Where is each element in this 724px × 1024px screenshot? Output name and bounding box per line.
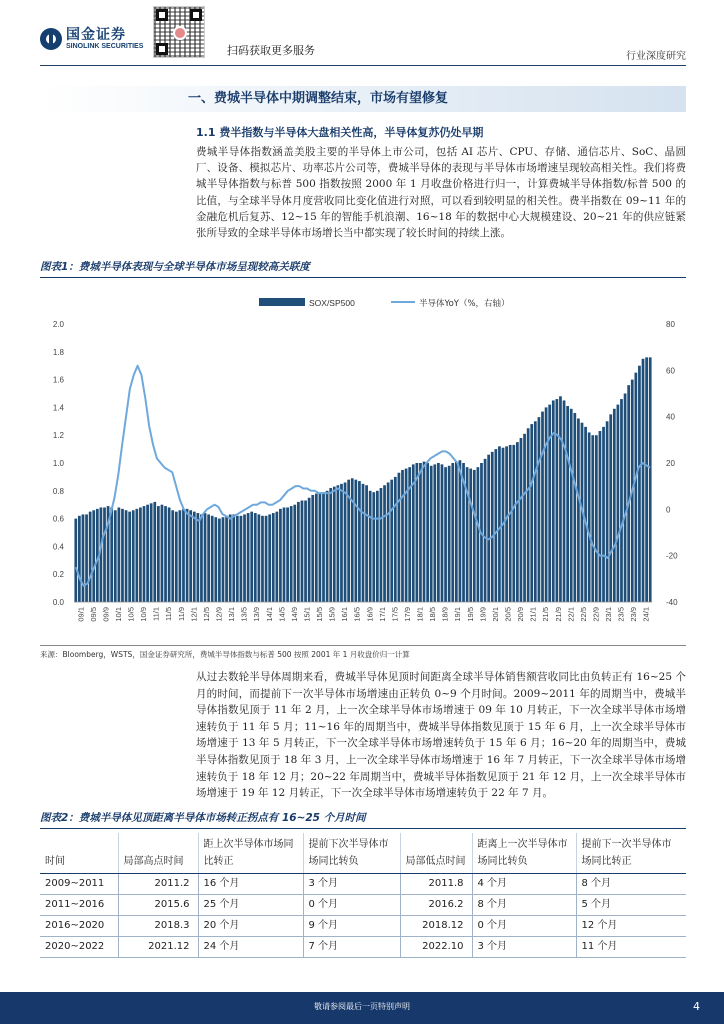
- sox-ratio-bar: [588, 432, 591, 602]
- page-number: 4: [693, 1000, 700, 1013]
- sox-ratio-bar: [487, 455, 490, 602]
- sox-ratio-bar: [642, 359, 645, 602]
- section-title: 一、费城半导体中期调整结束，市场有望修复: [188, 91, 449, 106]
- sox-ratio-bar: [624, 394, 627, 603]
- x-axis-tick-label: 14/9: [289, 607, 299, 622]
- legend-label-line: 半导体YoY（%，右轴）: [419, 299, 510, 309]
- x-axis-tick-label: 22/1: [566, 607, 576, 622]
- sox-ratio-bar: [182, 509, 185, 602]
- sox-ratio-bar: [279, 509, 282, 602]
- sox-ratio-bar: [179, 510, 182, 602]
- table-cell: 12 个月: [576, 916, 686, 937]
- sox-ratio-bar: [236, 516, 239, 602]
- sox-ratio-bar: [541, 412, 544, 602]
- body-paragraph-1: 费城半导体指数涵盖美股主要的半导体上市公司，包括 AI 芯片、CPU、存储、通信芯片、SoC、晶圆厂、设备、模拟芯片、功率芯片公司等，费城半导体的表现与半导体市场增速呈现较高相关性。我们将费城半导体指数与标普 500 指数按照 2000 年 1 月收盘价格进行归一，计算费城半导体指数/标普 500 的比值，与全球半导体月度营收同比变化值进行对照，可以看到较明显的相关性。费半指数在 09~11 年的金融危机后复苏、12~15 年的智能手机浪潮、16~18 年的数据中心大规模建设、20~21 年的供应链紧张所导致的全球半导体市场增长当中都实现了较长时间的持续上涨。: [196, 146, 686, 240]
- sox-ratio-bar: [459, 460, 462, 602]
- table-cell: 2022.10: [400, 937, 472, 958]
- x-axis-tick-label: 21/1: [528, 607, 538, 622]
- x-axis-tick-label: 24/1: [641, 607, 651, 622]
- sox-ratio-bar: [595, 435, 598, 602]
- sox-ratio-bar: [602, 427, 605, 602]
- table-cell: 16 个月: [198, 874, 303, 895]
- sox-ratio-bar: [599, 431, 602, 602]
- x-axis-tick-label: 11/5: [164, 607, 174, 622]
- sox-ratio-bar: [556, 399, 559, 602]
- sox-ratio-bar: [232, 514, 235, 602]
- sox-ratio-bar: [272, 513, 275, 602]
- x-axis-tick-label: 12/5: [201, 607, 211, 622]
- sox-ratio-bar: [290, 506, 293, 602]
- sox-ratio-bar: [609, 414, 612, 602]
- sox-ratio-bar: [365, 485, 368, 602]
- sox-ratio-bar: [645, 357, 648, 602]
- sox-ratio-bar: [240, 516, 243, 602]
- left-axis-tick-label: 1.2: [52, 431, 64, 441]
- sox-ratio-bar: [132, 510, 135, 602]
- right-axis-tick-label: -20: [666, 551, 678, 561]
- sox-ratio-bar: [85, 514, 88, 602]
- sox-ratio-bar: [473, 470, 476, 602]
- x-axis-tick-label: 22/5: [578, 607, 588, 622]
- sox-ratio-bar: [103, 507, 106, 602]
- x-axis-tick-label: 14/5: [277, 607, 287, 622]
- qr-code-icon[interactable]: [153, 6, 205, 58]
- sox-ratio-bar: [322, 492, 325, 602]
- sox-ratio-bar: [398, 473, 401, 602]
- x-axis-tick-label: 09/9: [101, 607, 111, 622]
- sox-ratio-bar: [494, 449, 497, 602]
- table-cell: 5 个月: [576, 895, 686, 916]
- sox-ratio-bar: [153, 502, 156, 602]
- sox-ratio-bar: [214, 517, 217, 602]
- sox-ratio-bar: [477, 467, 480, 602]
- footer-disclaimer[interactable]: 敬请参阅最后一页特别声明: [314, 1002, 410, 1011]
- sox-ratio-bar: [430, 466, 433, 602]
- sox-ratio-bar: [545, 407, 548, 602]
- sox-ratio-bar: [584, 427, 587, 602]
- table-row: [40, 937, 686, 958]
- sox-ratio-bar: [250, 512, 253, 602]
- sox-ratio-bar: [110, 507, 113, 602]
- sox-ratio-bar: [505, 446, 508, 602]
- figure2-title: 图表2：费城半导体见顶距离半导体市场转正拐点有 16~25 个月时间: [40, 812, 686, 829]
- sox-ratio-bar: [627, 385, 630, 602]
- sox-ratio-bar: [315, 494, 318, 602]
- sox-ratio-bar: [121, 509, 124, 602]
- sox-ratio-bar: [344, 482, 347, 602]
- table-cell: 0 个月: [472, 916, 576, 937]
- sox-ratio-bar: [552, 400, 555, 602]
- x-axis-tick-label: 20/1: [490, 607, 500, 622]
- sox-ratio-bar: [304, 501, 307, 602]
- table-cell: 3 个月: [472, 937, 576, 958]
- x-axis-tick-label: 10/9: [139, 607, 149, 622]
- sox-ratio-bar: [362, 484, 365, 602]
- table-header-cell: 时间: [40, 833, 118, 874]
- table-header-row: [40, 833, 686, 874]
- sox-ratio-bar: [548, 405, 551, 602]
- sox-ratio-bar: [509, 445, 512, 602]
- x-axis-tick-label: 23/5: [616, 607, 626, 622]
- qr-center-logo-icon: [173, 26, 187, 40]
- sox-ratio-bar: [128, 512, 131, 602]
- sox-ratio-bar: [566, 406, 569, 602]
- x-axis-tick-label: 12/9: [214, 607, 224, 622]
- x-axis-tick-label: 21/5: [541, 607, 551, 622]
- sox-ratio-bar: [157, 506, 160, 602]
- sox-ratio-bar: [329, 488, 332, 602]
- sox-ratio-bar: [207, 514, 210, 602]
- x-axis-tick-label: 18/1: [415, 607, 425, 622]
- table-cell: 2020~2022: [40, 937, 118, 958]
- sox-ratio-bar: [218, 519, 221, 602]
- right-axis-tick-label: 20: [666, 459, 675, 468]
- sox-ratio-bar: [437, 463, 440, 602]
- sox-ratio-bar: [337, 485, 340, 602]
- sox-ratio-bar: [530, 424, 533, 602]
- sox-ratio-bar: [164, 506, 167, 602]
- sox-ratio-bar: [308, 498, 311, 602]
- table-header-cell: 局部高点时间: [118, 833, 198, 874]
- sox-ratio-bar: [254, 513, 257, 602]
- x-axis-tick-label: 09/1: [76, 607, 86, 622]
- table-row: [40, 874, 686, 895]
- sox-ratio-bar: [340, 484, 343, 602]
- sox-ratio-bar: [376, 491, 379, 602]
- brand-name-cn: 国金证券: [66, 27, 126, 43]
- sox-ratio-bar: [247, 513, 250, 602]
- table-cell: 2021.12: [118, 937, 198, 958]
- x-axis-tick-label: 17/1: [377, 607, 387, 622]
- sox-ratio-bar: [638, 366, 641, 602]
- figure1-title: 图表1：费城半导体表现与全球半导体市场呈现较高关联度: [40, 261, 686, 278]
- table-cell: 20 个月: [198, 916, 303, 937]
- sox-ratio-bar: [326, 491, 329, 602]
- report-type: 行业深度研究: [626, 51, 686, 62]
- x-axis-tick-label: 20/9: [516, 607, 526, 622]
- sox-ratio-bar: [297, 502, 300, 602]
- sox-ratio-bar: [175, 512, 178, 602]
- sox-ratio-bar: [613, 409, 616, 602]
- header-divider: [40, 65, 686, 66]
- table-cell: 2016~2020: [40, 916, 118, 937]
- table-cell: 8 个月: [472, 895, 576, 916]
- sox-ratio-bar: [196, 513, 199, 602]
- right-axis-tick-label: 80: [666, 320, 675, 329]
- x-axis-tick-label: 21/9: [553, 607, 563, 622]
- sox-ratio-bar: [193, 512, 196, 602]
- x-axis-tick-label: 11/9: [176, 607, 186, 622]
- sox-ratio-bar: [634, 373, 637, 602]
- sox-ratio-bar: [591, 435, 594, 602]
- x-axis-tick-label: 10/1: [114, 607, 123, 622]
- x-axis-tick-label: 15/5: [315, 607, 324, 622]
- left-axis-tick-label: 0.8: [52, 486, 64, 496]
- table-cell: 2011~2016: [40, 895, 118, 916]
- left-axis-tick-label: 0.4: [52, 542, 64, 552]
- x-axis-tick-label: 19/1: [453, 607, 463, 622]
- cycle-timing-table: [40, 833, 686, 958]
- table-header-cell: 提前下次半导体市场同比转负: [303, 833, 400, 874]
- sox-ratio-bar: [319, 494, 322, 602]
- sox-ratio-bar: [451, 463, 454, 602]
- sox-ratio-bar: [433, 464, 436, 602]
- sox-ratio-bar: [293, 505, 296, 602]
- x-axis-tick-label: 19/9: [478, 607, 488, 622]
- brand-logo: [40, 28, 144, 50]
- sox-ratio-bar: [114, 510, 117, 602]
- sox-ratio-bar: [498, 446, 501, 602]
- table-cell: 2015.6: [118, 895, 198, 916]
- sox-ratio-bar: [286, 507, 289, 602]
- sox-ratio-bar: [415, 463, 418, 602]
- figure1-chart: [40, 282, 686, 640]
- x-axis-tick-label: 23/9: [629, 607, 639, 622]
- sox-ratio-bar: [139, 507, 142, 602]
- x-axis-tick-label: 11/1: [151, 607, 161, 622]
- x-axis-tick-label: 13/1: [227, 607, 237, 622]
- sox-ratio-bar: [444, 467, 447, 602]
- sox-ratio-bar: [577, 419, 580, 602]
- table-cell: 11 个月: [576, 937, 686, 958]
- left-axis-tick-label: 1.0: [52, 459, 64, 468]
- table-cell: 3 个月: [303, 874, 400, 895]
- body-paragraph-2: 从过去数轮半导体周期来看，费城半导体见顶时间距离全球半导体销售额营收同比由负转正有 16~25 个月的时间，而提前下一次半导体市场增速由正转负 0~9 个月时间。2009~2011 年的周期当中，费城半导体指数见顶于 11 年 2 月，上一次全球半导体市场增速于 09 年 10 月转正，下一次全球半导体市场增速转负于 11 年 5 月；11~16 年的周期当中，费城半导体指数见顶于 15 年 6 月，上一次全球半导体市场增速于 13 年 5 月转正，下一次全球半导体市场增速转负于 15 年 6 月；16~20 年的周期当中，费城半导体指数见顶于 18 年 3 月，上一次全球半导体市场增速于 16 年 7 月转正，下一次全球半导体市场增速转负于 18 年 12 月；20~22 年周期当中，费城半导体指数见顶于 21 年 12 月，上一次全球半导体市场增速于 19 年 12 月转正，下一次全球半导体市场增速转负于 22 年 7 月。: [196, 671, 686, 800]
- sox-ratio-bar: [423, 462, 426, 602]
- x-axis-tick-label: 16/5: [352, 607, 362, 622]
- sox-ratio-bar: [491, 452, 494, 602]
- table-cell: 9 个月: [303, 916, 400, 937]
- sox-ratio-bar: [118, 507, 121, 602]
- sox-ratio-bar: [538, 417, 541, 602]
- table-cell: 24 个月: [198, 937, 303, 958]
- sox-ratio-bar: [380, 488, 383, 602]
- table-cell: 7 个月: [303, 937, 400, 958]
- x-axis-tick-label: 20/5: [503, 607, 513, 622]
- sox-ratio-bar: [204, 513, 207, 602]
- sox-ratio-bar: [150, 503, 153, 602]
- sox-ratio-bar: [268, 514, 271, 602]
- table-cell: 2011.2: [118, 874, 198, 895]
- sox-ratio-bar: [171, 510, 174, 602]
- sox-ratio-bar: [520, 438, 523, 602]
- sox-ratio-bar: [351, 478, 354, 602]
- sox-ratio-bar: [372, 492, 375, 602]
- sox-ratio-bar: [563, 400, 566, 602]
- x-axis-tick-label: 17/9: [403, 607, 412, 622]
- sox-ratio-bar: [394, 477, 397, 602]
- x-axis-tick-label: 22/9: [591, 607, 601, 622]
- sox-ratio-bar: [275, 512, 278, 602]
- sox-ratio-bar: [512, 445, 515, 602]
- sox-ratio-bar: [261, 516, 264, 602]
- left-axis-tick-label: 0.6: [52, 514, 64, 524]
- sox-ratio-bar: [311, 495, 314, 602]
- table-cell: 2009~2011: [40, 874, 118, 895]
- table-cell: 2011.8: [400, 874, 472, 895]
- subsection-title: 1.1 费半指数与半导体大盘相关性高，半导体复苏仍处早期: [196, 126, 484, 139]
- right-axis-tick-label: 60: [666, 366, 675, 376]
- x-axis-tick-label: 16/9: [365, 607, 375, 622]
- left-axis-tick-label: 0.0: [52, 598, 64, 607]
- sox-ratio-bar: [225, 516, 228, 602]
- brand-name-en: SINOLINK SECURITIES: [66, 43, 144, 50]
- table-cell: 0 个月: [303, 895, 400, 916]
- sox-ratio-bar: [161, 505, 164, 602]
- sox-ratio-bar: [516, 442, 519, 602]
- sox-ratio-bar: [78, 516, 81, 602]
- x-axis-tick-label: 23/1: [604, 607, 613, 622]
- sox-ratio-bar: [283, 507, 286, 602]
- left-axis-tick-label: 0.2: [52, 570, 64, 580]
- table-header-cell: 提前下一次半导体市场同比转正: [576, 833, 686, 874]
- sox-ratio-bar: [573, 413, 576, 602]
- sox-ratio-bar: [419, 463, 422, 602]
- sox-ratio-bar: [243, 514, 246, 602]
- left-axis-tick-label: 1.4: [52, 403, 64, 413]
- sox-ratio-bar: [89, 512, 92, 602]
- sox-ratio-bar: [211, 516, 214, 602]
- sox-ratio-bar: [369, 491, 372, 602]
- left-axis-tick-label: 2.0: [52, 320, 64, 329]
- sox-ratio-bar: [301, 501, 304, 602]
- x-axis-tick-label: 10/5: [126, 607, 136, 622]
- table-cell: 8 个月: [576, 874, 686, 895]
- sox-ratio-bar: [570, 409, 573, 602]
- table-header-cell: 局部低点时间: [400, 833, 472, 874]
- x-axis-tick-label: 19/5: [465, 607, 475, 622]
- sox-ratio-bar: [527, 428, 530, 602]
- sox-ratio-bar: [387, 482, 390, 602]
- x-axis-tick-label: 15/1: [302, 607, 312, 622]
- sox-ratio-bar: [469, 469, 472, 602]
- x-axis-tick-label: 09/5: [88, 607, 98, 622]
- x-axis-tick-label: 17/5: [390, 607, 400, 622]
- x-axis-tick-label: 12/1: [189, 607, 199, 622]
- scan-prompt: 扫码获取更多服务: [227, 44, 315, 57]
- sox-ratio-bar: [484, 459, 487, 602]
- sox-ratio-bar: [143, 506, 146, 602]
- sox-ratio-bar: [448, 466, 451, 602]
- sox-ratio-bar: [189, 510, 192, 602]
- table-cell: 4 个月: [472, 874, 576, 895]
- sox-ratio-bar: [168, 507, 171, 602]
- right-axis-tick-label: 40: [666, 412, 675, 422]
- sox-ratio-bar: [333, 487, 336, 602]
- table-cell: 2018.3: [118, 916, 198, 937]
- sox-ratio-bar: [390, 480, 393, 602]
- left-axis-tick-label: 1.6: [52, 375, 64, 385]
- sox-ratio-bar: [405, 469, 408, 602]
- sox-ratio-bar: [620, 399, 623, 602]
- right-axis-tick-label: -40: [666, 598, 678, 607]
- left-axis-tick-label: 1.8: [52, 347, 64, 357]
- sox-ratio-bar: [455, 462, 458, 602]
- legend-swatch-bar: [259, 298, 305, 306]
- sox-ratio-bar: [358, 481, 361, 602]
- right-axis-tick-label: 0: [666, 505, 671, 515]
- x-axis-tick-label: 18/9: [440, 607, 450, 622]
- table-header-cell: 距离上一次半导体市场同比转负: [472, 833, 576, 874]
- x-axis-tick-label: 13/9: [252, 607, 262, 622]
- sox-ratio-bar: [559, 396, 562, 602]
- sox-ratio-bar: [383, 485, 386, 602]
- x-axis-tick-label: 13/5: [239, 607, 249, 622]
- sox-ratio-bar: [125, 510, 128, 602]
- qr-eye-icon: [156, 43, 168, 55]
- table-cell: 2016.2: [400, 895, 472, 916]
- legend-label-bar: SOX/SP500: [309, 298, 355, 308]
- qr-eye-icon: [156, 9, 168, 21]
- sox-ratio-bar: [135, 509, 138, 602]
- sox-ratio-bar: [606, 421, 609, 602]
- page-footer: [0, 992, 724, 1024]
- sox-ratio-bar: [523, 434, 526, 602]
- sox-ratio-vs-semi-yoy-chart: [40, 282, 686, 640]
- sox-ratio-bar: [146, 505, 149, 602]
- sox-ratio-bar: [74, 519, 77, 602]
- sox-ratio-bar: [92, 510, 95, 602]
- sox-ratio-bar: [441, 464, 444, 602]
- sox-ratio-bar: [186, 509, 189, 602]
- table-cell: 25 个月: [198, 895, 303, 916]
- x-axis-tick-label: 16/1: [340, 607, 350, 622]
- x-axis-tick-label: 18/5: [428, 607, 438, 622]
- qr-eye-icon: [190, 9, 202, 21]
- sox-ratio-bar: [82, 514, 85, 602]
- table-row: [40, 895, 686, 916]
- sox-ratio-bar: [649, 357, 652, 602]
- sox-ratio-bar: [200, 514, 203, 602]
- table-row: [40, 916, 686, 937]
- sox-ratio-bar: [265, 516, 268, 602]
- sox-ratio-bar: [534, 421, 537, 602]
- sox-ratio-bar: [354, 480, 357, 602]
- sox-ratio-bar: [426, 463, 429, 602]
- figure1-source: 来源：Bloomberg，WSTS，国金证券研究所，费城半导体指数与标普 500 按照 2001 年 1 月收盘价归一计算: [40, 645, 686, 660]
- sox-ratio-bar: [229, 514, 232, 602]
- table-header-cell: 距上次半导体市场同比转正: [198, 833, 303, 874]
- x-axis-tick-label: 14/1: [264, 607, 274, 622]
- sox-ratio-bar: [401, 470, 404, 602]
- table-cell: 2018.12: [400, 916, 472, 937]
- sinolink-logo-icon: [40, 28, 62, 50]
- x-axis-tick-label: 15/9: [327, 607, 337, 622]
- sox-ratio-bar: [258, 514, 261, 602]
- sox-ratio-bar: [222, 517, 225, 602]
- sox-ratio-bar: [617, 405, 620, 602]
